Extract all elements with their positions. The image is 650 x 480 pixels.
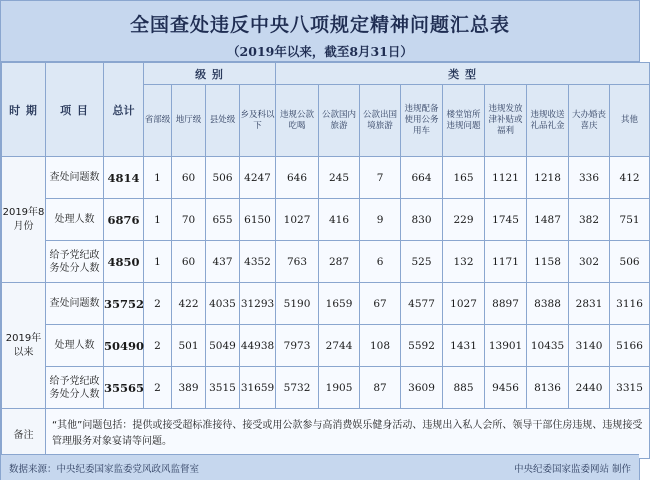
level-value: 60 xyxy=(172,241,206,283)
level-value: 1 xyxy=(144,157,172,199)
level-value: 501 xyxy=(172,325,206,367)
level-value: 31293 xyxy=(240,283,276,325)
type-value: 229 xyxy=(443,199,485,241)
level-value: 70 xyxy=(172,199,206,241)
type-value: 2831 xyxy=(569,283,610,325)
type-value: 1158 xyxy=(527,241,569,283)
type-value: 1431 xyxy=(443,325,485,367)
total-cell: 50490 xyxy=(104,325,144,367)
type-value: 6 xyxy=(360,241,401,283)
header-type-group: 类 型 xyxy=(276,63,650,85)
level-value: 1 xyxy=(144,241,172,283)
type-value: 165 xyxy=(443,157,485,199)
type-value: 67 xyxy=(360,283,401,325)
type-value: 8388 xyxy=(527,283,569,325)
total-cell: 6876 xyxy=(104,199,144,241)
type-value: 87 xyxy=(360,367,401,409)
type-value: 763 xyxy=(276,241,319,283)
note-row xyxy=(2,409,650,459)
summary-table xyxy=(1,62,650,459)
type-header: 违规收送礼品礼金 xyxy=(527,85,569,157)
type-value: 2440 xyxy=(569,367,610,409)
period-cell: 2019年8月份 xyxy=(2,157,46,283)
type-value: 1659 xyxy=(319,283,360,325)
level-header: 乡及科以下 xyxy=(240,85,276,157)
type-value: 8897 xyxy=(485,283,527,325)
type-value: 5190 xyxy=(276,283,319,325)
level-header: 县处级 xyxy=(206,85,240,157)
table-row xyxy=(2,241,650,283)
type-value: 13901 xyxy=(485,325,527,367)
type-header: 楼堂馆所违规问题 xyxy=(443,85,485,157)
level-value: 2 xyxy=(144,367,172,409)
item-cell: 处理人数 xyxy=(46,325,104,367)
type-header: 公款出国境旅游 xyxy=(360,85,401,157)
level-value: 2 xyxy=(144,325,172,367)
type-value: 664 xyxy=(401,157,443,199)
type-value: 3140 xyxy=(569,325,610,367)
item-cell: 给予党纪政务处分人数 xyxy=(46,367,104,409)
type-value: 1905 xyxy=(319,367,360,409)
level-value: 655 xyxy=(206,199,240,241)
type-value: 3609 xyxy=(401,367,443,409)
level-header: 地厅级 xyxy=(172,85,206,157)
type-header: 违规公款吃喝 xyxy=(276,85,319,157)
level-value: 422 xyxy=(172,283,206,325)
type-header: 大办婚丧喜庆 xyxy=(569,85,610,157)
type-value: 2744 xyxy=(319,325,360,367)
type-value: 10435 xyxy=(527,325,569,367)
table-row xyxy=(2,157,650,199)
type-value: 382 xyxy=(569,199,610,241)
type-header: 违规发放津补贴或福利 xyxy=(485,85,527,157)
level-value: 506 xyxy=(206,157,240,199)
producer-credit: 中央纪委国家监委网站 制作 xyxy=(513,464,631,475)
type-value: 3315 xyxy=(610,367,650,409)
type-value: 1027 xyxy=(443,283,485,325)
level-value: 2 xyxy=(144,283,172,325)
type-value: 245 xyxy=(319,157,360,199)
level-value: 4035 xyxy=(206,283,240,325)
level-value: 60 xyxy=(172,157,206,199)
item-cell: 处理人数 xyxy=(46,199,104,241)
type-header: 公款国内旅游 xyxy=(319,85,360,157)
item-cell: 查处问题数 xyxy=(46,157,104,199)
level-value: 1 xyxy=(144,199,172,241)
type-header: 违规配备使用公务用车 xyxy=(401,85,443,157)
type-value: 1171 xyxy=(485,241,527,283)
table-row xyxy=(2,367,650,409)
type-value: 3116 xyxy=(610,283,650,325)
note-text: “其他”问题包括：提供或接受超标准接待、接受或用公款参与高消费娱乐健身活动、违规出入私人会所、领导干部住房违规、违规接受管理服务对象宴请等问题。 xyxy=(46,409,650,459)
header-level-group: 级 别 xyxy=(144,63,276,85)
level-value: 4352 xyxy=(240,241,276,283)
type-value: 5732 xyxy=(276,367,319,409)
total-cell: 35565 xyxy=(104,367,144,409)
type-value: 336 xyxy=(569,157,610,199)
type-value: 287 xyxy=(319,241,360,283)
type-value: 132 xyxy=(443,241,485,283)
type-value: 412 xyxy=(610,157,650,199)
type-value: 1487 xyxy=(527,199,569,241)
level-value: 5049 xyxy=(206,325,240,367)
type-value: 8136 xyxy=(527,367,569,409)
total-cell: 4850 xyxy=(104,241,144,283)
type-value: 885 xyxy=(443,367,485,409)
note-label: 备注 xyxy=(2,409,46,459)
table-row xyxy=(2,283,650,325)
table-footer xyxy=(1,454,639,480)
level-value: 389 xyxy=(172,367,206,409)
level-value: 6150 xyxy=(240,199,276,241)
type-value: 302 xyxy=(569,241,610,283)
type-value: 416 xyxy=(319,199,360,241)
table-header xyxy=(1,1,639,62)
type-value: 7973 xyxy=(276,325,319,367)
type-value: 506 xyxy=(610,241,650,283)
table-row xyxy=(2,325,650,367)
level-value: 4247 xyxy=(240,157,276,199)
type-header: 其他 xyxy=(610,85,650,157)
type-value: 9456 xyxy=(485,367,527,409)
level-value: 31659 xyxy=(240,367,276,409)
header-period: 时 期 xyxy=(2,63,46,157)
header-total: 总计 xyxy=(104,63,144,157)
type-value: 5592 xyxy=(401,325,443,367)
table-row xyxy=(2,199,650,241)
type-value: 751 xyxy=(610,199,650,241)
type-value: 1218 xyxy=(527,157,569,199)
total-cell: 4814 xyxy=(104,157,144,199)
type-value: 4577 xyxy=(401,283,443,325)
level-value: 437 xyxy=(206,241,240,283)
level-value: 3515 xyxy=(206,367,240,409)
total-cell: 35752 xyxy=(104,283,144,325)
type-value: 830 xyxy=(401,199,443,241)
level-value: 44938 xyxy=(240,325,276,367)
type-value: 1745 xyxy=(485,199,527,241)
item-cell: 查处问题数 xyxy=(46,283,104,325)
level-header: 省部级 xyxy=(144,85,172,157)
item-cell: 给予党纪政务处分人数 xyxy=(46,241,104,283)
type-value: 5166 xyxy=(610,325,650,367)
type-value: 7 xyxy=(360,157,401,199)
type-value: 1121 xyxy=(485,157,527,199)
type-value: 1027 xyxy=(276,199,319,241)
page-title: 全国查处违反中央八项规定精神问题汇总表 xyxy=(129,14,510,36)
data-source: 数据来源：中央纪委国家监委党风政风监督室 xyxy=(9,464,200,475)
type-value: 525 xyxy=(401,241,443,283)
page-subtitle: （2019年以来，截至8月31日） xyxy=(227,44,413,59)
period-cell: 2019年以来 xyxy=(2,283,46,409)
header-item: 项 目 xyxy=(46,63,104,157)
type-value: 9 xyxy=(360,199,401,241)
type-value: 108 xyxy=(360,325,401,367)
type-value: 646 xyxy=(276,157,319,199)
